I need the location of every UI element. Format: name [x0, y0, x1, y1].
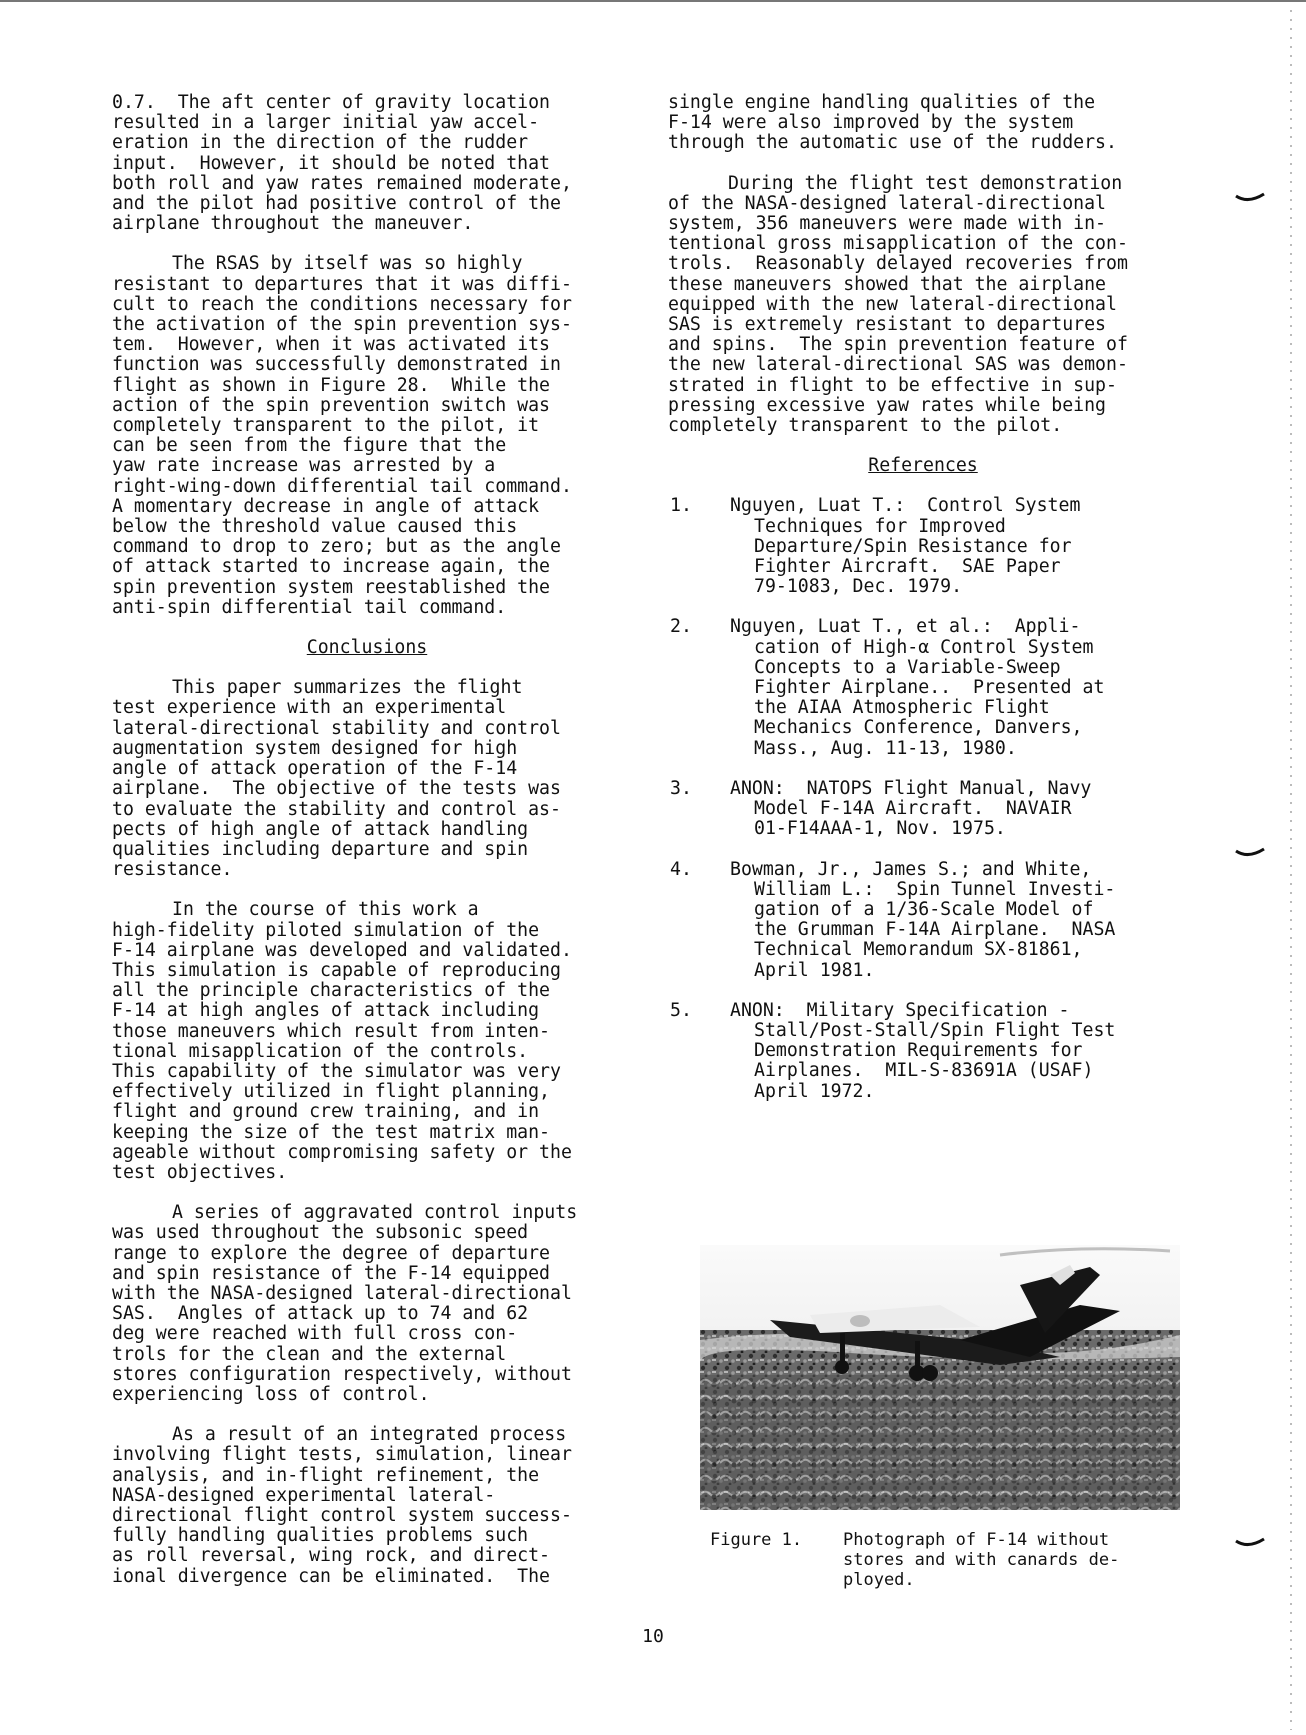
paragraph-aft-cg: 0.7. The aft center of gravity location resulted in a larger initial yaw accel- eration in the direction of the rudder input. However, it should be noted that both roll and yaw rates remained moderate, and the pilot had positive control of the airplane throughout the maneuver.: [112, 92, 572, 235]
right-column: [668, 93, 1198, 1122]
aircraft-photo-image: [700, 1245, 1180, 1510]
left-column: [112, 93, 642, 1607]
reference-text: ANON: Military Specification - Stall/Post-Stall/Spin Flight Test Demonstration Requirements for Airplanes. MIL-S-83691A (USAF) April 1972.: [730, 999, 1116, 1102]
binder-mark-icon: [1234, 845, 1268, 861]
reference-item: [668, 496, 1198, 597]
figure-caption-text: Photograph of F-14 without stores and with canards de- ployed.: [843, 1530, 1120, 1590]
reference-item: [668, 779, 1198, 840]
figure-caption: [710, 1530, 1190, 1590]
paragraph-rsas: The RSAS by itself was so highly resistant to departures that it was diffi- cult to reach the conditions necessary for the activation of the spin prevention sys- tem. However, when it was activated its function was successfully demonstrated in flight as shown in Figure 28. While the action of the spin prevention switch was completely transparent to the pilot, it can be seen from the figure that the yaw rate increase was arrested by a right-wing-down differential tail command. A momentary decrease in angle of attack below the threshold value caused this command to drop to zero; but as the angle of attack started to increase again, the spin prevention system reestablished the anti-spin differential tail command.: [112, 253, 572, 618]
reference-item: [668, 617, 1198, 758]
reference-number: 3.: [670, 777, 692, 799]
reference-number: 2.: [670, 616, 692, 638]
paragraph-single-engine: single engine handling qualities of the F-14 were also improved by the system through the automatic use of the rudders.: [668, 92, 1117, 154]
paragraph-flight-test-demo: During the flight test demonstration of the NASA-designed lateral-directional system, 356 maneuvers were made with in- tentional gross misapplication of the con- trols. Reasonably delayed recoveries from these maneuvers showed that the airplane equipped with the new lateral-directional SAS is extremely resistant to departures and spins. The spin prevention feature of the new lateral-directional SAS was demon- strated in flight to be effective in sup- pressing excessive yaw rates while being completely transparent to the pilot.: [668, 172, 1128, 437]
conclusions-heading: Conclusions: [306, 637, 428, 659]
reference-number: 1.: [670, 495, 692, 517]
page-number: 10: [642, 1626, 664, 1647]
reference-text: ANON: NATOPS Flight Manual, Navy Model F-14A Aircraft. NAVAIR 01-F14AAA-1, Nov. 1975.: [730, 777, 1092, 840]
reference-text: Nguyen, Luat T., et al.: Appli- cation of High-α Control System Concepts to a Variable-Sweep Fighter Airplane.. Presented at the AIAA Atmospheric Flight Mechanics Conference, Danvers, Mass., Aug. 11-13, 1980.: [730, 616, 1105, 759]
paragraph-conclusion-simulation: In the course of this work a high-fidelity piloted simulation of the F-14 airplane was developed and validated. This simulation is capable of reproducing all the principle characteristics of the F-14 at high angles of attack including those maneuvers which result from inten- tional misapplication of the controls. This capability of the simulator was very effectively utilized in flight planning, flight and ground crew training, and in keeping the size of the test matrix man- ageable without compromising safety or the test objectives.: [112, 899, 572, 1183]
paragraph-conclusion-summary: This paper summarizes the flight test experience with an experimental lateral-directional stability and control augmentation system designed for high angle of attack operation of the F-14 airplane. The objective of the tests was to evaluate the stability and control as- pects of high angle of attack handling qualities including departure and spin resistance.: [112, 677, 561, 881]
paragraph-conclusion-aggravated: A series of aggravated control inputs was used throughout the subsonic speed range to explore the degree of departure and spin resistance of the F-14 equipped with the NASA-designed lateral-directional SAS. Angles of attack up to 74 and 62 deg were reached with full cross con- trols for the clean and the external stores configuration respectively, without experiencing loss of control.: [112, 1202, 578, 1405]
binder-mark-icon: [1234, 190, 1268, 206]
references-heading: References: [868, 455, 978, 477]
reference-text: Bowman, Jr., James S.; and White, William L.: Spin Tunnel Investi- gation of a 1/36-Scale Model of the Grumman F-14A Airplane. NASA Technical Memorandum SX-81861, April 1981.: [730, 858, 1116, 981]
scan-edge-dots: [1290, 10, 1292, 1730]
reference-text: Nguyen, Luat T.: Control System Techniques for Improved Departure/Spin Resistance for Fighter Aircraft. SAE Paper 79-1083, Dec. 1979.: [730, 495, 1081, 598]
reference-number: 5.: [670, 999, 692, 1021]
paragraph-conclusion-integrated: As a result of an integrated process involving flight tests, simulation, linear analysis, and in-flight refinement, the NASA-designed experimental lateral- directional flight control system success- fully handling qualities problems such as roll reversal, wing rock, and direct- ional divergence can be eliminated. The: [112, 1424, 572, 1587]
binder-mark-icon: [1234, 1535, 1268, 1551]
page-top-edge: [0, 0, 1306, 2]
figure-label: Figure 1.: [710, 1530, 803, 1550]
figure-photograph: [700, 1245, 1180, 1510]
reference-item: [668, 1001, 1198, 1102]
reference-item: [668, 860, 1198, 981]
reference-number: 4.: [670, 858, 692, 880]
